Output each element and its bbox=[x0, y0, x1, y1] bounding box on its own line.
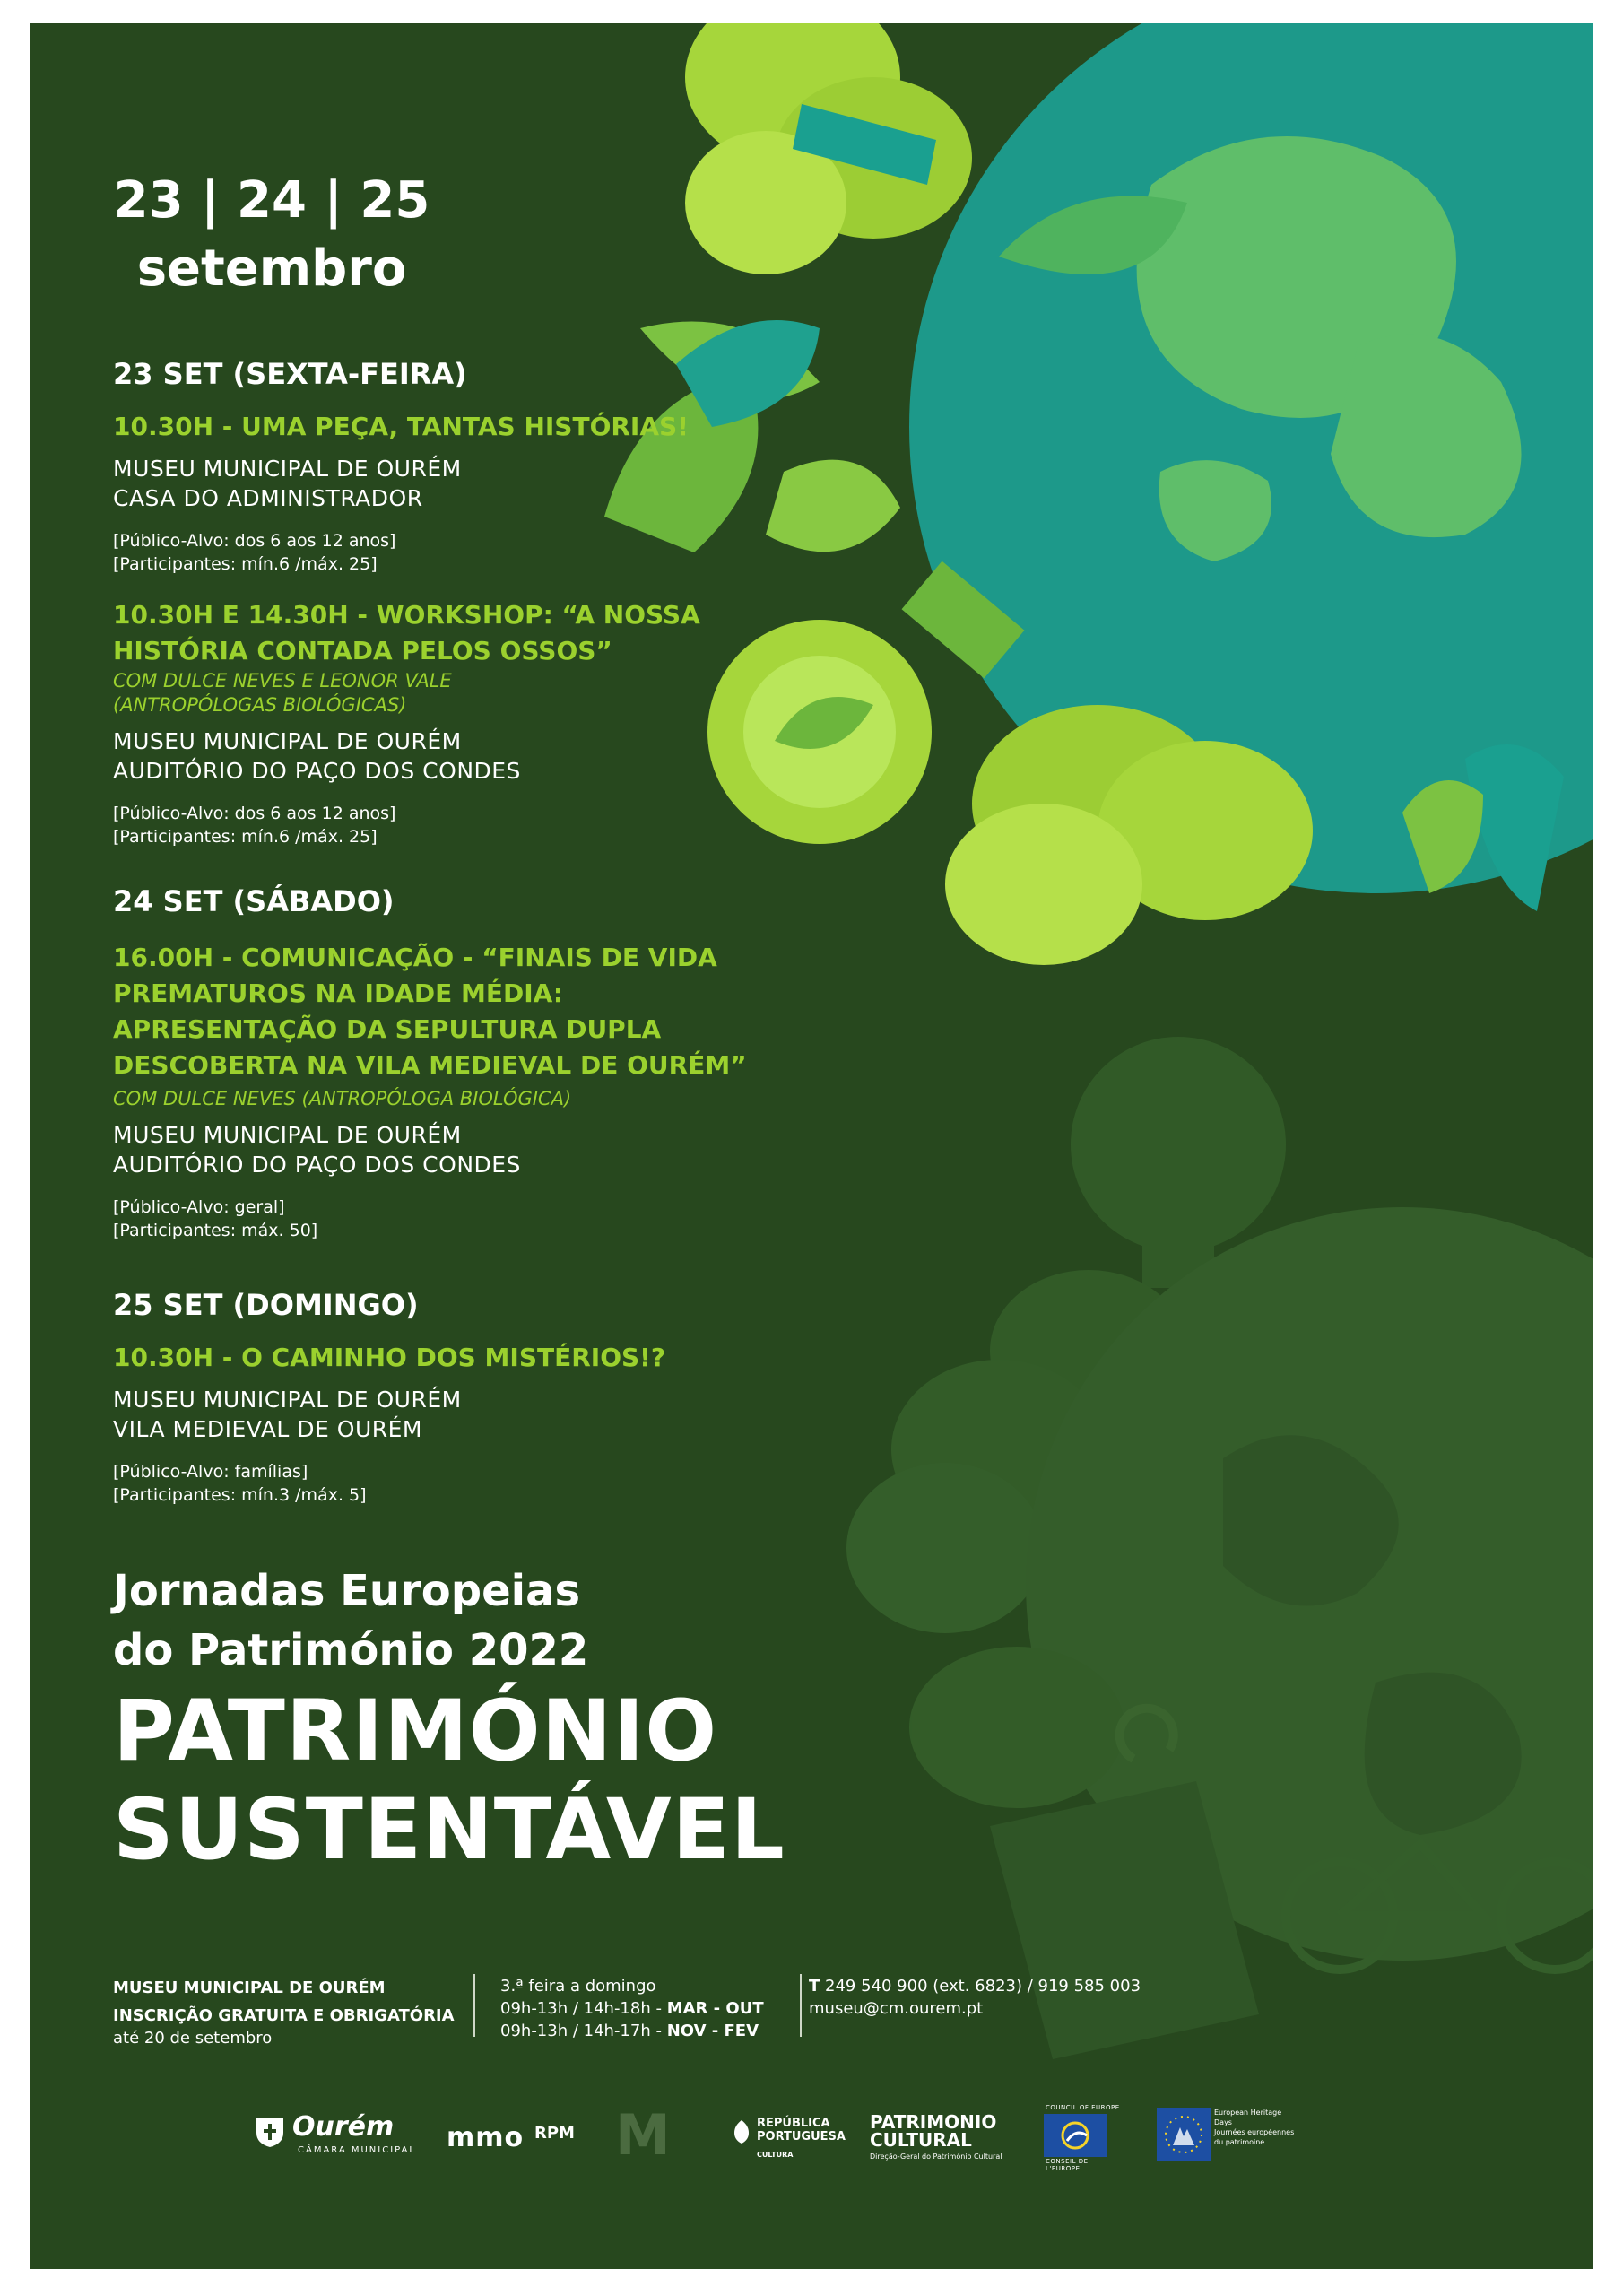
footer-museum-name: MUSEU MUNICIPAL DE OURÉM bbox=[113, 1979, 386, 1997]
hours-summer: 09h-13h / 14h-18h - MAR - OUT bbox=[500, 1999, 764, 2018]
footer-divider bbox=[800, 1974, 802, 2037]
event-venue: MUSEU MUNICIPAL DE OURÉM bbox=[113, 728, 462, 754]
european-heritage-days-logo bbox=[1157, 2108, 1300, 2165]
footer-deadline: até 20 de setembro bbox=[113, 2029, 273, 2048]
event-23-1 bbox=[113, 409, 1010, 576]
event-with: COM DULCE NEVES E LEONOR VALE bbox=[113, 670, 452, 691]
event-participants: [Participantes: mín.3 /máx. 5] bbox=[113, 1485, 367, 1505]
day-heading-24: 24 SET (SÁBADO) bbox=[113, 884, 395, 918]
footer-hours bbox=[500, 1975, 823, 2042]
day-heading-25: 25 SET (DOMINGO) bbox=[113, 1288, 419, 1322]
footer-contacts bbox=[809, 1975, 1257, 2020]
event-venue: AUDITÓRIO DO PAÇO DOS CONDES bbox=[113, 758, 521, 784]
footer-registration: INSCRIÇÃO GRATUITA E OBRIGATÓRIA bbox=[113, 2006, 455, 2025]
event-title: HISTÓRIA CONTADA PELOS OSSOS” bbox=[113, 636, 612, 665]
event-participants: [Participantes: mín.6 /máx. 25] bbox=[113, 827, 378, 847]
event-title: 10.30H - O CAMINHO DOS MISTÉRIOS!? bbox=[113, 1343, 666, 1372]
event-venue: CASA DO ADMINISTRADOR bbox=[113, 485, 423, 511]
republica-logo: REPÚBLICA PORTUGUESA CULTURA bbox=[732, 2113, 848, 2158]
ourem-shield-icon bbox=[255, 2115, 285, 2149]
event-title: 10.30H E 14.30H - WORKSHOP: “A NOSSA bbox=[113, 600, 700, 630]
footer-divider bbox=[473, 1974, 475, 2037]
patrimonio-cultural-logo: PATRIMONIO CULTURAL Direção-Geral do Património Cultural bbox=[870, 2111, 1002, 2161]
council-of-europe-logo: COUNCIL OF EUROPE CONSEIL DE L'EUROPE bbox=[1046, 2104, 1120, 2172]
event-venue: AUDITÓRIO DO PAÇO DOS CONDES bbox=[113, 1152, 521, 1178]
program-content bbox=[30, 23, 1593, 2269]
theme-title bbox=[113, 1683, 785, 1880]
event-title: PREMATUROS NA IDADE MÉDIA: bbox=[113, 978, 564, 1008]
event-venue: MUSEU MUNICIPAL DE OURÉM bbox=[113, 1122, 462, 1148]
dates-month: setembro bbox=[136, 239, 407, 298]
event-audience: [Público-Alvo: dos 6 aos 12 anos] bbox=[113, 531, 396, 551]
series-title-line: Jornadas Europeias bbox=[113, 1566, 581, 1616]
dates-days: 23 | 24 | 25 bbox=[113, 171, 430, 230]
event-series-title bbox=[113, 1561, 588, 1680]
event-23-2 bbox=[113, 597, 1010, 848]
theme-title-line: SUSTENTÁVEL bbox=[113, 1781, 785, 1879]
date-range bbox=[106, 167, 438, 303]
event-participants: [Participantes: máx. 50] bbox=[113, 1221, 318, 1240]
event-title: 10.30H - UMA PEÇA, TANTAS HISTÓRIAS! bbox=[113, 412, 689, 441]
event-venue: MUSEU MUNICIPAL DE OURÉM bbox=[113, 1387, 462, 1413]
republica-text: REPÚBLICA PORTUGUESA bbox=[757, 2117, 846, 2144]
event-audience: [Público-Alvo: dos 6 aos 12 anos] bbox=[113, 804, 396, 823]
museum-logos: mmo RPM M bbox=[447, 2102, 671, 2168]
event-25-1 bbox=[113, 1340, 1010, 1507]
event-audience: [Público-Alvo: famílias] bbox=[113, 1462, 308, 1482]
contact-email[interactable]: museu@cm.ourem.pt bbox=[809, 1999, 984, 2018]
council-of-europe-flag-icon bbox=[1044, 2114, 1107, 2157]
event-title: 16.00H - COMUNICAÇÃO - “FINAIS DE VIDA bbox=[113, 943, 717, 972]
day-heading-23: 23 SET (SEXTA-FEIRA) bbox=[113, 357, 467, 391]
republica-emblem-icon bbox=[732, 2118, 751, 2145]
hours-winter: 09h-13h / 14h-17h - NOV - FEV bbox=[500, 2022, 759, 2040]
contact-phone: T 249 540 900 (ext. 6823) / 919 585 003 bbox=[809, 1977, 1141, 1996]
event-participants: [Participantes: mín.6 /máx. 25] bbox=[113, 554, 378, 574]
series-title-line: do Património 2022 bbox=[113, 1625, 589, 1675]
event-24-1 bbox=[113, 940, 1010, 1242]
footer-museum-info bbox=[113, 1977, 490, 2049]
event-title: APRESENTAÇÃO DA SEPULTURA DUPLA bbox=[113, 1014, 662, 1044]
theme-title-line: PATRIMÓNIO bbox=[113, 1683, 718, 1780]
poster bbox=[30, 23, 1593, 2269]
event-audience: [Público-Alvo: geral] bbox=[113, 1197, 285, 1217]
event-with: COM DULCE NEVES (ANTROPÓLOGA BIOLÓGICA) bbox=[113, 1088, 572, 1109]
ourem-logo: Ourém CÂMARA MUNICIPAL bbox=[255, 2113, 416, 2158]
event-title: DESCOBERTA NA VILA MEDIEVAL DE OURÉM” bbox=[113, 1050, 747, 1080]
european-heritage-days-icon bbox=[1157, 2108, 1211, 2161]
event-venue: MUSEU MUNICIPAL DE OURÉM bbox=[113, 456, 462, 482]
hours-days: 3.ª feira a domingo bbox=[500, 1977, 656, 1996]
ehd-text: European Heritage Days Journées européennes du patrimoine bbox=[1214, 2109, 1295, 2146]
event-with: (ANTROPÓLOGAS BIOLÓGICAS) bbox=[113, 694, 407, 716]
event-venue: VILA MEDIEVAL DE OURÉM bbox=[113, 1416, 422, 1442]
